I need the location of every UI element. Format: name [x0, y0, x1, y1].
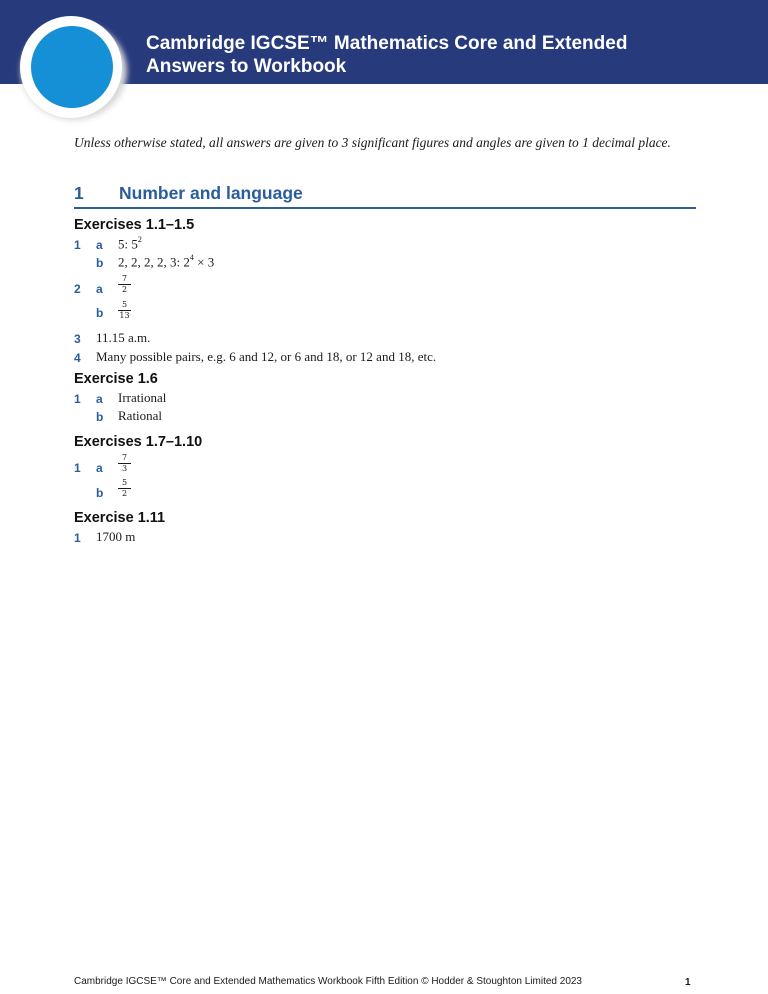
- answer-text: Many possible pairs, e.g. 6 and 12, or 6 and 18, or 12 and 18, etc.: [96, 349, 437, 364]
- fraction-numerator: 5: [118, 478, 131, 489]
- section-heading: Exercises 1.7–1.10: [74, 434, 203, 450]
- title-line-1: Cambridge IGCSE™ Mathematics Core and Extended: [146, 33, 628, 54]
- answer-text: 11.15 a.m.: [96, 330, 151, 345]
- chapter-number: 1: [74, 183, 84, 203]
- fraction-answer: [118, 300, 131, 321]
- page-number: 1: [685, 977, 691, 988]
- answer-text: 1700 m: [96, 529, 136, 544]
- intro-note: Unless otherwise stated, all answers are given to 3 significant figures and angles are given to 1 decimal place.: [74, 135, 671, 150]
- part-label: b: [96, 256, 104, 270]
- answer-text: Rational: [118, 408, 163, 423]
- fraction-numerator: 7: [118, 274, 131, 285]
- logo-core: [31, 26, 113, 108]
- section-heading: Exercise 1.11: [74, 510, 166, 526]
- part-label: b: [96, 486, 104, 500]
- fraction-denominator: 2: [121, 285, 128, 294]
- question-number: 1: [74, 392, 81, 406]
- part-label: a: [96, 238, 103, 252]
- part-label: a: [96, 461, 103, 475]
- question-number: 1: [74, 238, 81, 252]
- fraction-denominator: 3: [121, 464, 128, 473]
- fraction-answer: [118, 453, 131, 474]
- question-number: 2: [74, 282, 81, 296]
- question-number: 1: [74, 531, 81, 545]
- title-line-2: Answers to Workbook: [146, 56, 347, 77]
- part-label: b: [96, 306, 104, 320]
- chapter-heading: [74, 183, 696, 209]
- answer-text: Irrational: [118, 390, 167, 405]
- answer-text-tail: × 3: [193, 254, 215, 270]
- question-number: 3: [74, 332, 81, 346]
- section-heading: Exercises 1.1–1.5: [74, 217, 195, 233]
- fraction-denominator: 13: [119, 311, 130, 320]
- part-label: a: [96, 282, 103, 296]
- fraction-answer: [118, 478, 131, 499]
- answer-text: 5: 5: [118, 236, 138, 252]
- chapter-title: Number and language: [119, 183, 303, 203]
- part-label: b: [96, 410, 104, 424]
- question-number: 4: [74, 351, 81, 365]
- footer-copyright: Cambridge IGCSE™ Core and Extended Mathematics Workbook Fifth Edition © Hodder & Stoughton Limited 2023: [74, 976, 582, 987]
- answer-text: 2, 2, 2, 2, 3: 2: [118, 254, 190, 270]
- fraction-denominator: 2: [121, 489, 128, 498]
- document-title: [146, 32, 627, 78]
- fraction-numerator: 5: [118, 300, 131, 311]
- exponent: 2: [137, 235, 142, 244]
- fraction-numerator: 7: [118, 453, 131, 464]
- question-number: 1: [74, 461, 81, 475]
- answer: [118, 254, 214, 270]
- exponent: 4: [189, 253, 194, 262]
- answer: [118, 236, 142, 252]
- section-heading: Exercise 1.6: [74, 371, 158, 387]
- fraction-answer: [118, 274, 131, 295]
- part-label: a: [96, 392, 103, 406]
